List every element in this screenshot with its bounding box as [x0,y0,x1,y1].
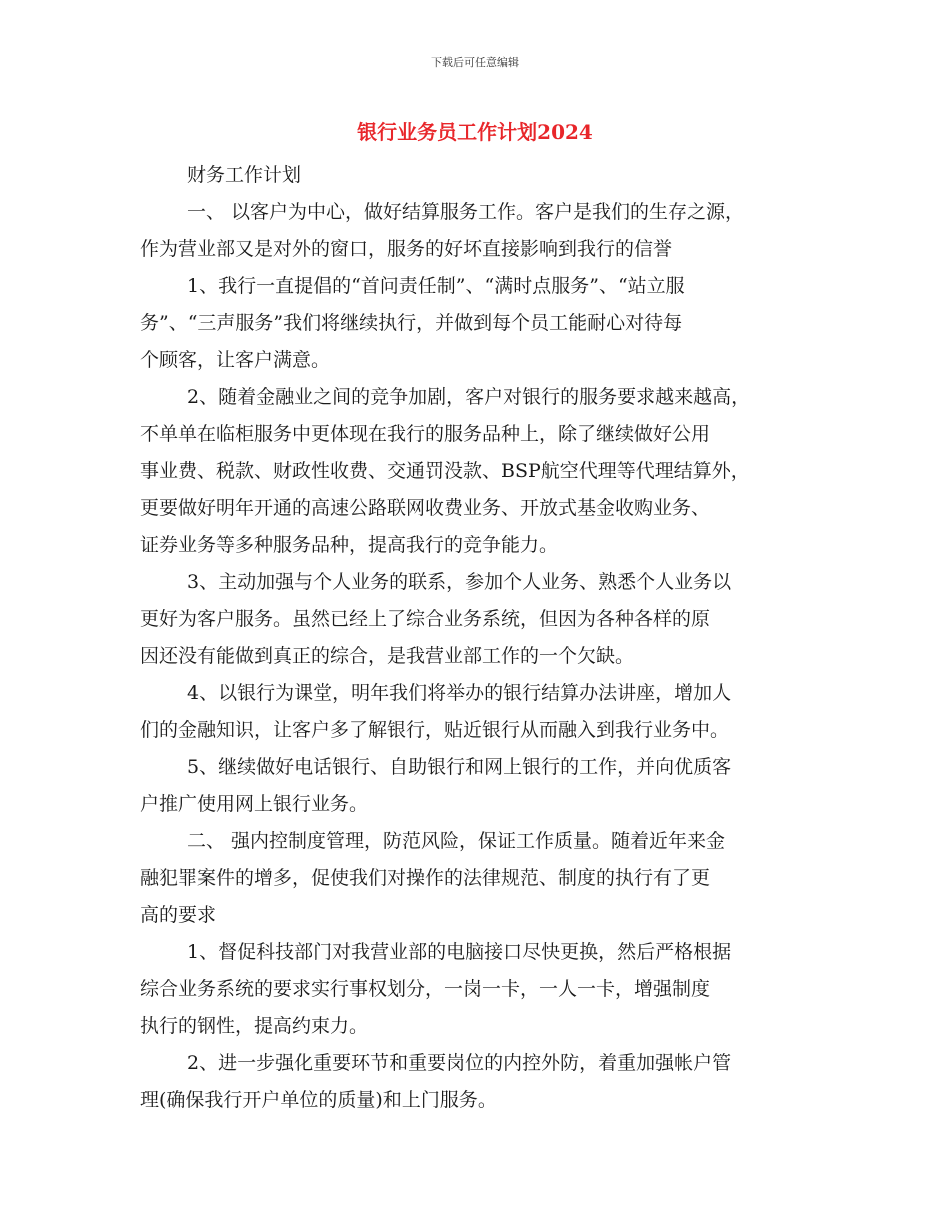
header-note: 下载后可任意编辑 [431,56,519,69]
text-line: 3、主动加强与个人业务的联系，参加个人业务、熟悉个人业务以 [187,571,732,593]
text-line: 更好为客户服务。虽然已经上了综合业务系统，但因为各种各样的原 [140,608,711,630]
text-line: 二、 强内控制度管理，防范风险，保证工作质量。随着近年来金 [187,830,726,852]
text-line: 理(确保我行开户单位的质量)和上门服务。 [140,1089,497,1111]
text-line: 4、以银行为课堂，明年我们将举办的银行结算办法讲座，增加人 [187,682,732,704]
text-line: 不单单在临柜服务中更体现在我行的服务品种上，除了继续做好公用 [140,423,711,445]
text-line: 综合业务系统的要求实行事权划分，一岗一卡，一人一卡，增强制度 [140,978,711,1000]
text-line: 因还没有能做到真正的综合，是我营业部工作的一个欠缺。 [140,645,635,667]
document-body [140,157,816,1119]
text-line: 5、继续做好电话银行、自助银行和网上银行的工作，并向优质客 [187,756,732,778]
text-line: 高的要求 [140,904,217,926]
text-line: 更要做好明年开通的高速公路联网收费业务、开放式基金收购业务、 [140,497,711,519]
text-line: 事业费、税款、财政性收费、交通罚没款、BSP航空代理等代理结算外， [140,460,750,482]
paragraph-heading [140,157,816,194]
text-line: 务”、“三声服务”我们将继续执行，并做到每个员工能耐心对待每 [140,312,683,334]
text-line: 融犯罪案件的增多，促使我们对操作的法律规范、制度的执行有了更 [140,867,711,889]
text-line: 作为营业部又是对外的窗口，服务的好坏直接影响到我行的信誉 [140,238,673,260]
paragraph-item [140,934,816,1045]
document-title: 银行业务员工作计划2024 [357,120,593,144]
paragraph-section-1 [140,194,816,268]
paragraph-section-2 [140,823,816,934]
paragraph-item [140,749,816,823]
text-line: 户推广使用网上银行业务。 [140,793,369,815]
text-line: 1、我行一直提倡的“首问责任制”、“满时点服务”、“站立服 [187,275,685,297]
paragraph-item [140,379,816,564]
text-line: 执行的钢性，提高约束力。 [140,1015,369,1037]
text-line: 个顾客，让客户满意。 [140,349,331,371]
text-line: 2、随着金融业之间的竞争加剧，客户对银行的服务要求越来越高， [187,386,751,408]
text-line: 一、 以客户为中心，做好结算服务工作。客户是我们的生存之源， [187,201,745,223]
text-line: 1、督促科技部门对我营业部的电脑接口尽快更换，然后严格根据 [187,941,732,963]
text-line: 证券业务等多种服务品种，提高我行的竞争能力。 [140,534,559,556]
paragraph-item [140,1045,816,1119]
paragraph-item [140,564,816,675]
text-line: 财务工作计划 [187,164,302,186]
text-line: 们的金融知识，让客户多了解银行，贴近银行从而融入到我行业务中。 [140,719,730,741]
paragraph-item [140,675,816,749]
text-line: 2、进一步强化重要环节和重要岗位的内控外防，着重加强帐户管 [187,1052,732,1074]
paragraph-item [140,268,816,379]
